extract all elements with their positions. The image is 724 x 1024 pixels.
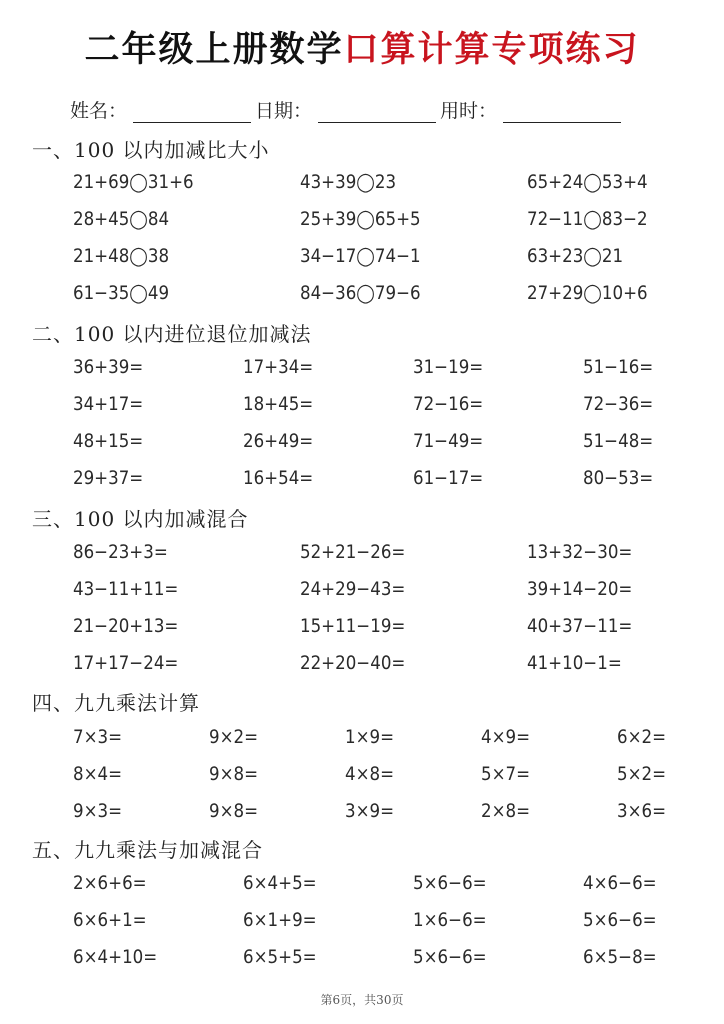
problem-item: 6×5−8= (583, 947, 657, 968)
section-title-carry-borrow: 二、100 以内进位退位加减法 (32, 322, 312, 346)
problem-item: 80−53= (583, 468, 654, 489)
section-multiplication-mixed-grid (0, 873, 724, 984)
problem-row (0, 542, 724, 579)
problem-item: 65+24◯53+4 (527, 172, 648, 193)
problem-item: 52+21−26= (300, 542, 406, 563)
problem-row (0, 283, 724, 320)
problem-item: 5×2= (617, 764, 667, 785)
section-title-multiplication: 四、九九乘法计算 (32, 691, 200, 715)
problem-item: 21+48◯38 (73, 246, 170, 267)
date-label: 日期： (255, 100, 313, 122)
problem-item: 4×8= (345, 764, 395, 785)
problem-item: 39+14−20= (527, 579, 633, 600)
problem-item: 21−20+13= (73, 616, 179, 637)
problem-item: 84−36◯79−6 (300, 283, 421, 304)
problem-item: 34+17= (73, 394, 144, 415)
problem-row (0, 764, 724, 801)
problem-row (0, 801, 724, 838)
time-blank[interactable] (503, 100, 621, 123)
problem-row (0, 653, 724, 690)
problem-row (0, 468, 724, 505)
name-blank[interactable] (133, 100, 251, 123)
problem-item: 3×6= (617, 801, 667, 822)
problem-item: 61−17= (413, 468, 484, 489)
problem-item: 34−17◯74−1 (300, 246, 421, 267)
problem-item: 43−11+11= (73, 579, 179, 600)
problem-item: 40+37−11= (527, 616, 633, 637)
problem-item: 71−49= (413, 431, 484, 452)
problem-row (0, 431, 724, 468)
student-info-line (70, 96, 625, 123)
problem-item: 43+39◯23 (300, 172, 397, 193)
problem-item: 25+39◯65+5 (300, 209, 421, 230)
problem-item: 9×2= (209, 727, 259, 748)
problem-item: 24+29−43= (300, 579, 406, 600)
time-label: 用时： (440, 100, 498, 122)
problem-row (0, 394, 724, 431)
problem-item: 5×6−6= (583, 910, 657, 931)
problem-item: 6×2= (617, 727, 667, 748)
problem-item: 18+45= (243, 394, 314, 415)
problem-item: 1×9= (345, 727, 395, 748)
problem-item: 26+49= (243, 431, 314, 452)
problem-row (0, 727, 724, 764)
problem-item: 6×6+1= (73, 910, 147, 931)
problem-item: 72−16= (413, 394, 484, 415)
problem-item: 5×7= (481, 764, 531, 785)
problem-item: 4×6−6= (583, 873, 657, 894)
problem-item: 6×1+9= (243, 910, 317, 931)
problem-item: 21+69◯31+6 (73, 172, 194, 193)
problem-item: 41+10−1= (527, 653, 622, 674)
problem-row (0, 947, 724, 984)
problem-item: 72−11◯83−2 (527, 209, 648, 230)
problem-row (0, 209, 724, 246)
problem-item: 6×4+10= (73, 947, 158, 968)
section-compare-grid (0, 172, 724, 320)
title-topic-part: 口算计算专项练习 (343, 29, 640, 70)
problem-item: 9×3= (73, 801, 123, 822)
problem-item: 17+17−24= (73, 653, 179, 674)
problem-item: 2×8= (481, 801, 531, 822)
problem-item: 4×9= (481, 727, 531, 748)
problem-item: 27+29◯10+6 (527, 283, 648, 304)
problem-item: 48+15= (73, 431, 144, 452)
problem-item: 5×6−6= (413, 873, 487, 894)
problem-item: 22+20−40= (300, 653, 406, 674)
problem-row (0, 873, 724, 910)
problem-row (0, 616, 724, 653)
section-mixed-add-sub-grid (0, 542, 724, 690)
section-title-compare: 一、100 以内加减比大小 (32, 138, 270, 162)
problem-row (0, 357, 724, 394)
problem-row (0, 910, 724, 947)
problem-item: 29+37= (73, 468, 144, 489)
problem-item: 86−23+3= (73, 542, 168, 563)
problem-item: 3×9= (345, 801, 395, 822)
problem-item: 8×4= (73, 764, 123, 785)
problem-item: 28+45◯84 (73, 209, 170, 230)
problem-item: 36+39= (73, 357, 144, 378)
problem-item: 63+23◯21 (527, 246, 624, 267)
worksheet-title (0, 22, 724, 72)
problem-row (0, 246, 724, 283)
section-title-multiplication-mixed: 五、九九乘法与加减混合 (32, 838, 263, 862)
problem-item: 9×8= (209, 801, 259, 822)
date-blank[interactable] (318, 100, 436, 123)
problem-item: 61−35◯49 (73, 283, 170, 304)
problem-item: 15+11−19= (300, 616, 406, 637)
page-number: 第6页，共30页 (320, 993, 404, 1007)
name-label: 姓名： (70, 100, 128, 122)
section-title-mixed-add-sub: 三、100 以内加减混合 (32, 507, 249, 531)
problem-item: 72−36= (583, 394, 654, 415)
problem-item: 16+54= (243, 468, 314, 489)
problem-row (0, 172, 724, 209)
problem-item: 9×8= (209, 764, 259, 785)
problem-item: 31−19= (413, 357, 484, 378)
title-grade-part: 二年级上册数学 (84, 29, 344, 70)
problem-item: 1×6−6= (413, 910, 487, 931)
problem-item: 6×4+5= (243, 873, 317, 894)
problem-item: 7×3= (73, 727, 123, 748)
problem-row (0, 579, 724, 616)
problem-item: 51−48= (583, 431, 654, 452)
problem-item: 5×6−6= (413, 947, 487, 968)
section-multiplication-grid (0, 727, 724, 838)
problem-item: 51−16= (583, 357, 654, 378)
problem-item: 2×6+6= (73, 873, 147, 894)
problem-item: 17+34= (243, 357, 314, 378)
section-carry-borrow-grid (0, 357, 724, 505)
problem-item: 13+32−30= (527, 542, 633, 563)
problem-item: 6×5+5= (243, 947, 317, 968)
